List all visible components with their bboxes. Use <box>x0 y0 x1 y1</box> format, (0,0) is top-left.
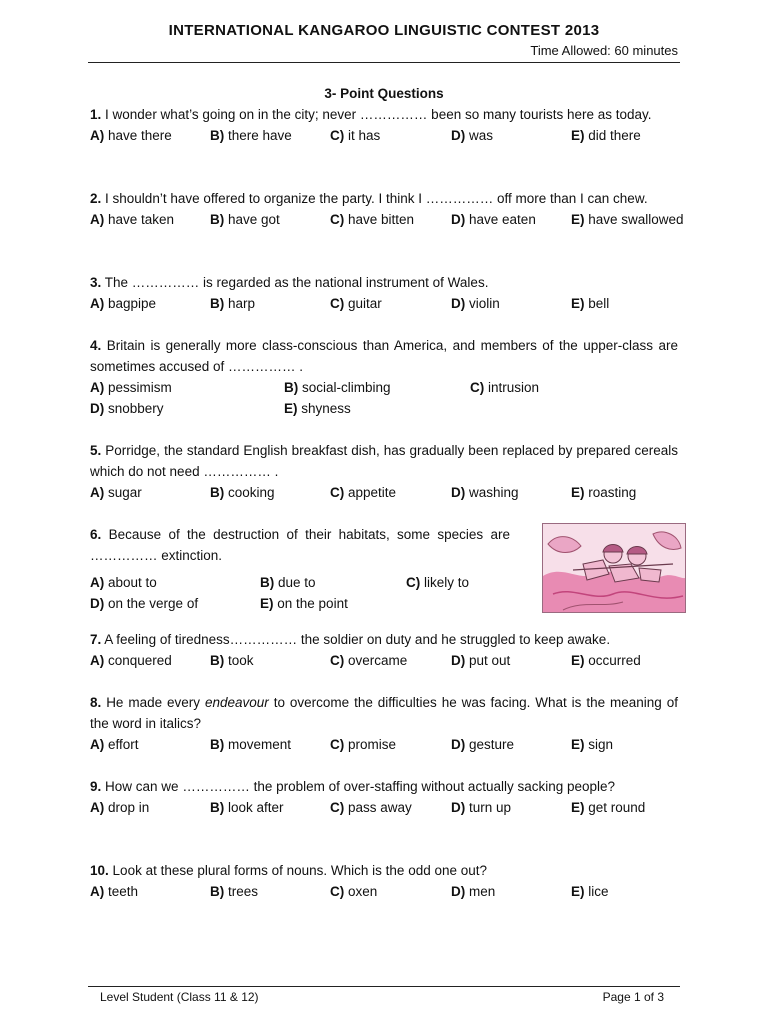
option-a[interactable] <box>90 734 139 755</box>
option-key: D) <box>451 485 466 500</box>
option-key: E) <box>571 884 585 899</box>
option-text: drop in <box>108 800 150 815</box>
option-key: B) <box>210 653 225 668</box>
option-a[interactable] <box>90 572 157 593</box>
illustration-image <box>543 524 685 612</box>
option-text: have swallowed <box>588 212 684 227</box>
question-4 <box>90 335 678 419</box>
question-stem <box>90 524 510 566</box>
option-text: took <box>228 653 254 668</box>
option-key: A) <box>90 485 105 500</box>
options-row <box>90 881 678 902</box>
option-text: on the point <box>277 596 348 611</box>
option-text: have bitten <box>348 212 415 227</box>
soldiers-illustration <box>542 523 686 613</box>
option-c[interactable] <box>330 293 382 314</box>
option-key: D) <box>451 296 466 311</box>
option-c[interactable] <box>330 797 412 818</box>
option-key: A) <box>90 800 105 815</box>
options-row <box>90 398 678 419</box>
options-row <box>90 377 678 398</box>
option-text: there have <box>228 128 292 143</box>
option-text: occurred <box>588 653 641 668</box>
option-text: trees <box>228 884 259 899</box>
italic-word: endeavour <box>204 695 269 710</box>
question-10 <box>90 860 678 902</box>
question-7 <box>90 629 678 671</box>
footer-level: Level Student (Class 11 & 12) <box>100 990 259 1004</box>
option-text: social-climbing <box>302 380 391 395</box>
contest-title: INTERNATIONAL KANGAROO LINGUISTIC CONTEST 2013 <box>168 22 600 39</box>
question-6 <box>90 524 510 614</box>
option-key: E) <box>260 596 274 611</box>
option-key: D) <box>451 884 466 899</box>
options-row <box>90 650 678 671</box>
question-stem <box>90 692 678 734</box>
option-text: did there <box>588 128 641 143</box>
option-c[interactable] <box>330 650 407 671</box>
option-text: gesture <box>469 737 515 752</box>
option-a[interactable] <box>90 377 172 398</box>
option-c[interactable] <box>330 482 396 503</box>
question-2 <box>90 188 684 230</box>
option-key: C) <box>406 575 421 590</box>
option-key: B) <box>210 884 225 899</box>
option-text: lice <box>588 884 609 899</box>
option-text: was <box>469 128 494 143</box>
option-text: promise <box>348 737 397 752</box>
option-key: E) <box>571 653 585 668</box>
option-text: on the verge of <box>108 596 199 611</box>
option-key: E) <box>571 296 585 311</box>
option-key: D) <box>451 800 466 815</box>
option-e[interactable] <box>284 398 351 419</box>
option-text: washing <box>469 485 519 500</box>
option-text: get round <box>588 800 646 815</box>
option-a[interactable] <box>90 293 156 314</box>
option-c[interactable] <box>330 734 396 755</box>
question-number: 3. <box>90 275 102 290</box>
option-key: E) <box>571 485 585 500</box>
options-row <box>90 125 678 146</box>
option-b[interactable] <box>210 482 275 503</box>
question-number: 7. <box>90 632 102 647</box>
option-key: D) <box>451 212 466 227</box>
option-d[interactable] <box>451 293 500 314</box>
option-text: guitar <box>348 296 382 311</box>
question-5 <box>90 440 678 503</box>
option-text: turn up <box>469 800 512 815</box>
option-d[interactable] <box>451 797 511 818</box>
option-text: sign <box>588 737 614 752</box>
question-text: A feeling of tiredness…………… the soldier on duty and he struggled to keep awake. <box>104 632 611 647</box>
option-text: have taken <box>108 212 175 227</box>
option-text: it has <box>348 128 381 143</box>
option-b[interactable] <box>210 881 258 902</box>
option-b[interactable] <box>210 209 280 230</box>
option-text: men <box>469 884 496 899</box>
question-number: 5. <box>90 443 102 458</box>
option-e[interactable] <box>571 650 641 671</box>
option-text: due to <box>278 575 316 590</box>
option-text: teeth <box>108 884 139 899</box>
question-stem <box>90 104 678 125</box>
footer-page-number: Page 1 of 3 <box>602 990 664 1004</box>
option-d[interactable] <box>451 209 536 230</box>
question-text: I wonder what’s going on in the city; never …………… been so many tourists here as today. <box>105 107 652 122</box>
option-key: E) <box>571 737 585 752</box>
option-a[interactable] <box>90 209 174 230</box>
option-key: A) <box>90 575 105 590</box>
option-text: sugar <box>108 485 142 500</box>
option-text: bell <box>588 296 610 311</box>
option-c[interactable] <box>470 377 539 398</box>
option-c[interactable] <box>330 125 380 146</box>
option-key: C) <box>470 380 485 395</box>
question-stem <box>90 272 678 293</box>
option-b[interactable] <box>284 377 391 398</box>
option-d[interactable] <box>451 482 519 503</box>
option-text: about to <box>108 575 157 590</box>
option-d[interactable] <box>451 125 493 146</box>
option-text: overcame <box>348 653 408 668</box>
question-text: How can we …………… the problem of over-staffing without actually sacking people? <box>105 779 616 794</box>
option-e[interactable] <box>571 125 641 146</box>
question-stem <box>90 335 678 377</box>
option-a[interactable] <box>90 881 138 902</box>
option-c[interactable] <box>330 209 414 230</box>
options-row <box>90 482 678 503</box>
question-text: Look at these plural forms of nouns. Which is the odd one out? <box>112 863 488 878</box>
option-text: pessimism <box>108 380 172 395</box>
option-key: B) <box>210 485 225 500</box>
option-text: bagpipe <box>108 296 157 311</box>
option-key: A) <box>90 737 105 752</box>
question-text: Britain is generally more class-conscious than America, and members of the upper-class are sometimes accused of …………… . <box>90 338 678 374</box>
question-text: Because of the destruction of their habitats, some species are …………… extinction. <box>90 527 510 563</box>
option-text: have got <box>228 212 280 227</box>
option-e[interactable] <box>571 209 684 230</box>
option-b[interactable] <box>210 293 255 314</box>
option-text: cooking <box>228 485 275 500</box>
option-e[interactable] <box>571 482 636 503</box>
option-text: roasting <box>588 485 637 500</box>
option-text: oxen <box>348 884 378 899</box>
option-key: A) <box>90 296 105 311</box>
option-key: C) <box>330 884 345 899</box>
option-a[interactable] <box>90 797 149 818</box>
option-b[interactable] <box>210 650 254 671</box>
question-text: I shouldn’t have offered to organize the party. I think I …………… off more than I can chew. <box>105 191 648 206</box>
option-key: A) <box>90 884 105 899</box>
option-key: D) <box>90 401 105 416</box>
option-text: intrusion <box>488 380 540 395</box>
option-text: look after <box>228 800 284 815</box>
option-c[interactable] <box>330 881 377 902</box>
question-stem <box>90 188 678 209</box>
option-d[interactable] <box>451 650 510 671</box>
option-text: effort <box>108 737 139 752</box>
options-row <box>90 734 678 755</box>
option-key: B) <box>210 212 225 227</box>
option-key: C) <box>330 296 345 311</box>
options-row <box>90 293 678 314</box>
question-number: 8. <box>90 695 102 710</box>
option-key: A) <box>90 128 105 143</box>
option-key: B) <box>284 380 299 395</box>
option-key: E) <box>571 800 585 815</box>
option-d[interactable] <box>451 734 514 755</box>
options-row <box>90 797 678 818</box>
option-a[interactable] <box>90 482 142 503</box>
option-key: D) <box>90 596 105 611</box>
option-key: C) <box>330 737 345 752</box>
question-number: 9. <box>90 779 102 794</box>
option-key: A) <box>90 380 105 395</box>
question-text: The …………… is regarded as the national instrument of Wales. <box>104 275 489 290</box>
option-key: E) <box>571 212 585 227</box>
option-key: C) <box>330 485 345 500</box>
option-key: E) <box>284 401 298 416</box>
option-key: A) <box>90 212 105 227</box>
option-a[interactable] <box>90 125 172 146</box>
option-text: shyness <box>301 401 351 416</box>
option-e[interactable] <box>571 293 609 314</box>
option-key: C) <box>330 800 345 815</box>
option-a[interactable] <box>90 650 172 671</box>
option-text: snobbery <box>108 401 164 416</box>
question-stem <box>90 440 678 482</box>
option-text: violin <box>469 296 500 311</box>
option-key: B) <box>210 296 225 311</box>
option-e[interactable] <box>571 797 645 818</box>
option-key: A) <box>90 653 105 668</box>
option-key: D) <box>451 653 466 668</box>
question-number: 1. <box>90 107 102 122</box>
option-d[interactable] <box>90 593 198 614</box>
option-d[interactable] <box>451 881 495 902</box>
question-text: He made every <box>106 695 205 710</box>
option-b[interactable] <box>210 125 292 146</box>
option-text: have eaten <box>469 212 536 227</box>
option-c[interactable] <box>406 572 469 593</box>
question-9 <box>90 776 678 818</box>
options-row <box>90 209 684 230</box>
option-text: conquered <box>108 653 172 668</box>
question-3 <box>90 272 678 314</box>
option-e[interactable] <box>260 593 348 614</box>
question-number: 2. <box>90 191 102 206</box>
section-title: 3- Point Questions <box>324 86 444 101</box>
option-key: C) <box>330 128 345 143</box>
option-text: put out <box>469 653 511 668</box>
option-text: movement <box>228 737 292 752</box>
option-text: likely to <box>424 575 470 590</box>
option-key: D) <box>451 128 466 143</box>
question-1 <box>90 104 678 146</box>
option-b[interactable] <box>260 572 316 593</box>
time-allowed: Time Allowed: 60 minutes <box>530 43 678 58</box>
header-divider <box>88 62 680 63</box>
option-b[interactable] <box>210 797 284 818</box>
option-text: harp <box>228 296 256 311</box>
option-d[interactable] <box>90 398 164 419</box>
question-number: 6. <box>90 527 102 542</box>
option-key: B) <box>210 128 225 143</box>
option-b[interactable] <box>210 734 291 755</box>
options-row <box>90 572 510 593</box>
option-key: C) <box>330 653 345 668</box>
question-stem <box>90 776 678 797</box>
footer-divider <box>88 986 680 987</box>
option-key: B) <box>260 575 275 590</box>
question-number: 10. <box>90 863 109 878</box>
option-text: pass away <box>348 800 412 815</box>
option-key: B) <box>210 737 225 752</box>
option-e[interactable] <box>571 881 609 902</box>
option-key: B) <box>210 800 225 815</box>
question-number: 4. <box>90 338 102 353</box>
option-e[interactable] <box>571 734 613 755</box>
question-stem <box>90 629 678 650</box>
options-row <box>90 593 510 614</box>
question-text: to overcome the difficulties he was facing. What is the meaning of the word in italics? <box>90 695 678 731</box>
option-key: D) <box>451 737 466 752</box>
question-8 <box>90 692 678 755</box>
question-stem <box>90 860 678 881</box>
option-text: have there <box>108 128 172 143</box>
option-key: C) <box>330 212 345 227</box>
option-text: appetite <box>348 485 397 500</box>
question-text: Porridge, the standard English breakfast dish, has gradually been replaced by prepared cereals which do not need …………… . <box>90 443 678 479</box>
option-key: E) <box>571 128 585 143</box>
